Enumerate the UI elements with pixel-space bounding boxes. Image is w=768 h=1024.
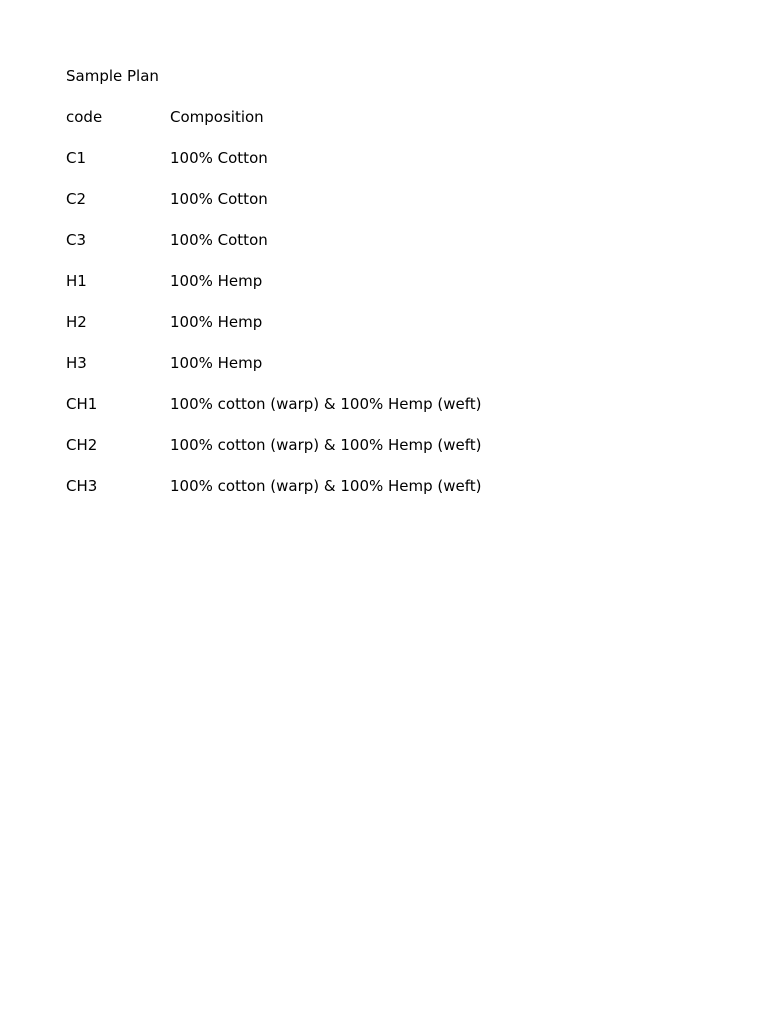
cell-code: C1 <box>66 149 87 167</box>
cell-composition: 100% cotton (warp) & 100% Hemp (weft) <box>170 395 482 413</box>
cell-composition: 100% Hemp <box>170 354 263 372</box>
table-row <box>66 476 482 517</box>
table-row <box>66 271 482 312</box>
table-row <box>66 312 482 353</box>
cell-code: CH3 <box>66 477 98 495</box>
cell-code: CH1 <box>66 395 98 413</box>
cell-composition: 100% Hemp <box>170 313 263 331</box>
cell-composition: 100% Cotton <box>170 231 268 249</box>
table-header-row <box>66 107 482 148</box>
cell-composition: 100% cotton (warp) & 100% Hemp (weft) <box>170 477 482 495</box>
sample-table <box>66 107 482 517</box>
cell-code: H2 <box>66 313 87 331</box>
cell-code: H1 <box>66 272 87 290</box>
cell-code: C2 <box>66 190 87 208</box>
cell-composition: 100% Cotton <box>170 190 268 208</box>
cell-code: CH2 <box>66 436 98 454</box>
cell-composition: 100% Hemp <box>170 272 263 290</box>
table-row <box>66 353 482 394</box>
cell-composition: 100% Cotton <box>170 149 268 167</box>
header-code: code <box>66 108 103 126</box>
document-title: Sample Plan <box>66 67 159 85</box>
header-composition: Composition <box>170 108 264 126</box>
cell-composition: 100% cotton (warp) & 100% Hemp (weft) <box>170 436 482 454</box>
table-row <box>66 230 482 271</box>
cell-code: H3 <box>66 354 87 372</box>
table-row <box>66 148 482 189</box>
table-row <box>66 189 482 230</box>
table-row <box>66 435 482 476</box>
table-row <box>66 394 482 435</box>
cell-code: C3 <box>66 231 87 249</box>
